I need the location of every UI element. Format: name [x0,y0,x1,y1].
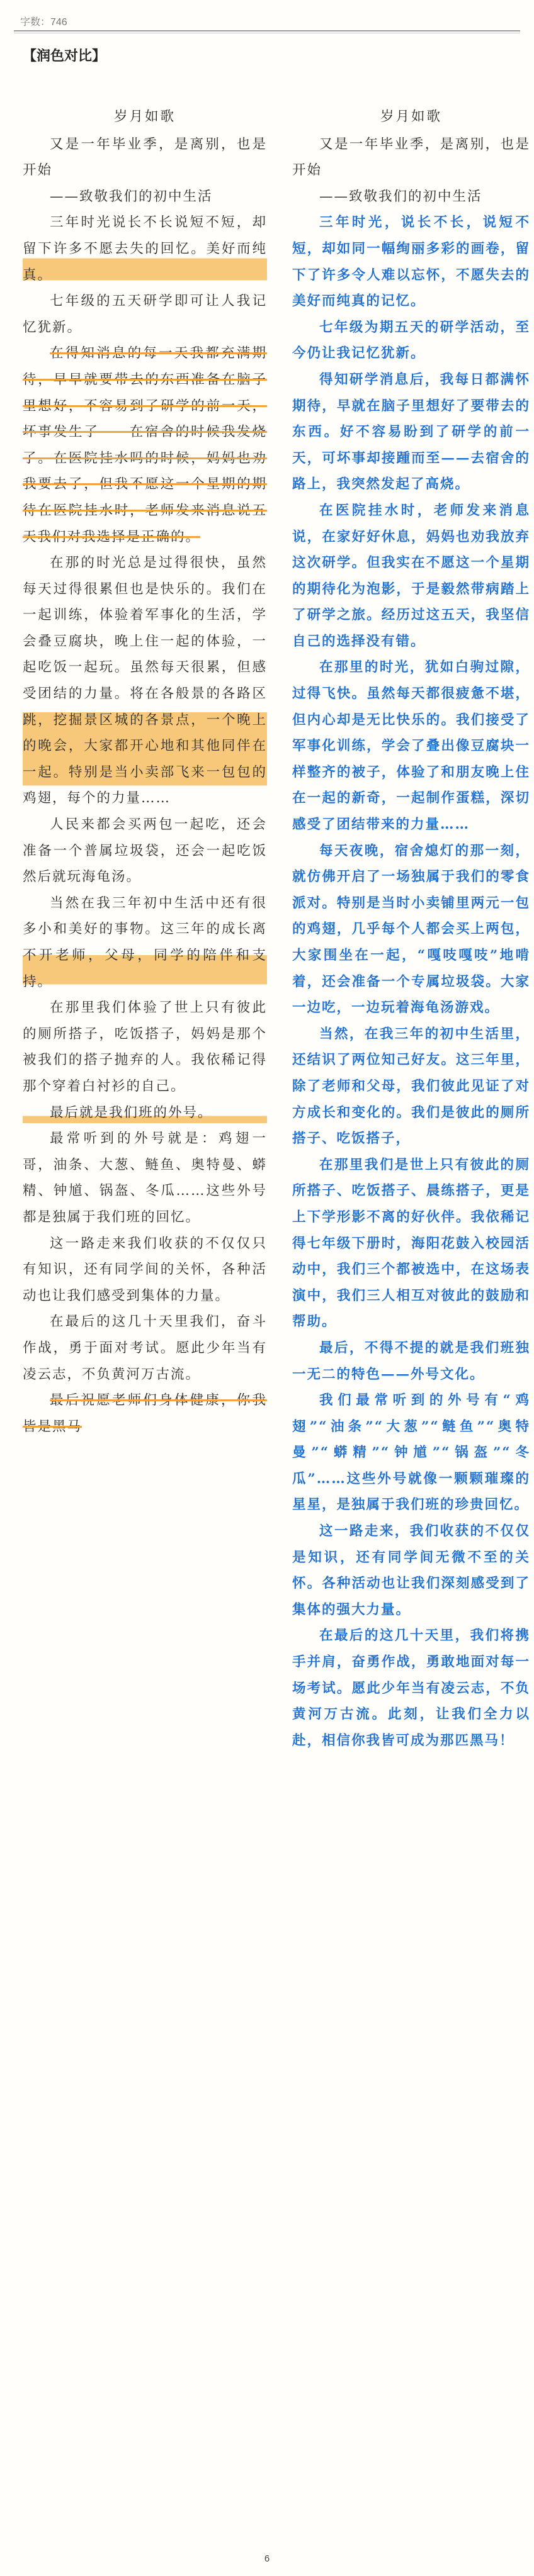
polished-essay-title: 岁月如歌 [380,109,442,125]
page-number: 6 [264,2553,270,2564]
polished-text-column [292,104,530,1754]
paragraph: 最后就是我们班的外号。 [23,1100,267,1126]
paragraph: 最后祝愿老师们身体健康，你我皆是黑马 [23,1392,267,1435]
paragraph: 每天夜晚，宿舍熄灯的那一刻，就仿佛开启了一场独属于我们的零食派对。特别是当时小卖铺里两元一包的鸡翅，几乎每个人都会买上两包，大家围坐在一起，“嘎吱嘎吱”地啃着，还会准备一个专属垃圾袋。大家一边吃，一边玩着海龟汤游戏。 [292,843,530,1016]
paragraph: 当然在我三年初中生活中还有很多小和美好的事物。这三年的成长离不开老师，父母，同学的陪伴和支持。 [23,890,267,995]
paragraph: 又是一年毕业季，是离别，也是开始 [23,136,267,179]
paragraph: 七年级的五天研学即可让人我记忆犹新。 [23,293,267,335]
paragraph: 三年时光，说长不长，说短不短，却如同一幅绚丽多彩的画卷，留下了许多令人难以忘怀，不愿失去的美好而纯真的记忆。 [292,215,530,310]
paragraph: ——致敬我们的初中生活 [50,188,213,204]
page-header [14,9,520,31]
paragraph: 在医院挂水时，老师发来消息说，在家好好休息，妈妈也劝我放弃这次研学。但我实在不愿这一个星期的期待化为泡影，于是毅然带病踏上了研学之旅。经历过这五天，我坚信自己的选择没有错。 [292,502,530,649]
paragraph: 在得知消息的每一天我都充满期待，早早就要带去的东西准备在脑子里想好，不容易到了研学的前一天，坏事发生了——在宿舍的时候我发烧了。在医院挂水吗的时候，妈妈也劝我要去了，但我不愿这一个星期的期待在医院挂水时，老师发来消息说五天我们对我选择是正确的。 [23,345,267,545]
paragraph: 七年级为期五天的研学活动，至今仍让我记忆犹新。 [292,319,530,362]
paragraph: 在那里的时光，犹如白驹过隙，过得飞快。虽然每天都很疲惫不堪，但内心却是无比快乐的。我们接受了军事化训练，学会了叠出像豆腐块一样整齐的被子，体验了和朋友晚上住在一起的新奇，一起制作蛋糕，深切感受了团结带来的力量…… [292,659,530,833]
paragraph: 三年时光说长不长说短不短，却留下许多不愿去失的回忆。美好而纯真。 [23,210,267,288]
paragraph: 在那里我们是世上只有彼此的厕所搭子、吃饭搭子、晨练搭子，更是上下学形影不离的好伙伴。我依稀记得七年级下册时，海阳花鼓入校园活动中，我们三个都被选中，在这场表演中，我们三人相互对彼此的鼓励和帮助。 [292,1156,530,1330]
paragraph: 这一路走来我们收获的不仅仅只有知识，还有同学间的关怀，各种活动也让我们感受到集体的力量。 [23,1235,267,1304]
original-essay-title: 岁月如歌 [113,109,176,125]
paragraph: 在那的时光总是过得很快，虽然每天过得很累但也是快乐的。我们在一起训练，体验着军事化的生活，学会叠豆腐块，晚上住一起的体验，一起吃饭一起玩。虽然每天很累，但感受团结的力量。将在各般景的各路区跳，挖掘景区城的各景点，一个晚上的晚会，大家都开心地和其他同伴在一起。特别是当小卖部飞来一包包的鸡翅，每个的力量…… [23,550,267,812]
paragraph: 又是一年毕业季，是离别，也是开始 [292,136,530,179]
original-text-column [23,104,267,1440]
paragraph: 这一路走来，我们收获的不仅仅是知识，还有同学间无微不至的关怀。各种活动也让我们深刻感受到了集体的强大力量。 [292,1523,530,1618]
paragraph: 人民来都会买两包一起吃，还会准备一个普属垃圾袋，还会一起吃饭然后就玩海龟汤。 [23,817,267,885]
word-count-label: 字数：746 [20,17,67,28]
paragraph: 在最后的这几十天里，我们将携手并肩，奋勇作战，勇敢地面对每一场考试。愿此少年当有凌云志，不负黄河万古流。此刻，让我们全力以赴，相信你我皆可成为那匹黑马！ [292,1628,530,1749]
paragraph: 得知研学消息后，我每日都满怀期待，早就在脑子里想好了要带去的东西。好不容易盼到了研学的前一天，可坏事却接踵而至——去宿舍的路上，我突然发起了高烧。 [292,371,530,493]
paragraph: 在最后的这几十天里我们，奋斗作战，勇于面对考试。愿此少年当有凌云志，不负黄河万古流。 [23,1314,267,1382]
paragraph: 最后，不得不提的就是我们班独一无二的特色——外号文化。 [292,1340,530,1382]
paragraph: 我们最常听到的外号有“鸡翅”“油条”“大葱”“鲢鱼”“奥特曼”“蟒精”“钟馗”“锅盔”“冬瓜”……这些外号就像一颗颗璀璨的星星，是独属于我们班的珍贵回忆。 [292,1392,530,1513]
section-title: 【润色对比】 [23,48,106,64]
paragraph: 在那里我们体验了世上只有彼此的厕所搭子，吃饭搭子，妈妈是那个被我们的搭子抛弃的人。我依稀记得那个穿着白衬衫的自己。 [23,1000,267,1094]
paragraph: 当然，在我三年的初中生活里，还结识了两位知己好友。这三年里，除了老师和父母，我们彼此见证了对方成长和变化的。我们是彼此的厕所搭子、吃饭搭子， [292,1026,530,1147]
paragraph: 最常听到的外号就是：鸡翅一哥，油条、大葱、鲢鱼、奥特曼、蟒精、钟馗、锅盔、冬瓜……这些外号都是独属于我们班的回忆。 [23,1131,267,1225]
paragraph: ——致敬我们的初中生活 [319,188,482,204]
